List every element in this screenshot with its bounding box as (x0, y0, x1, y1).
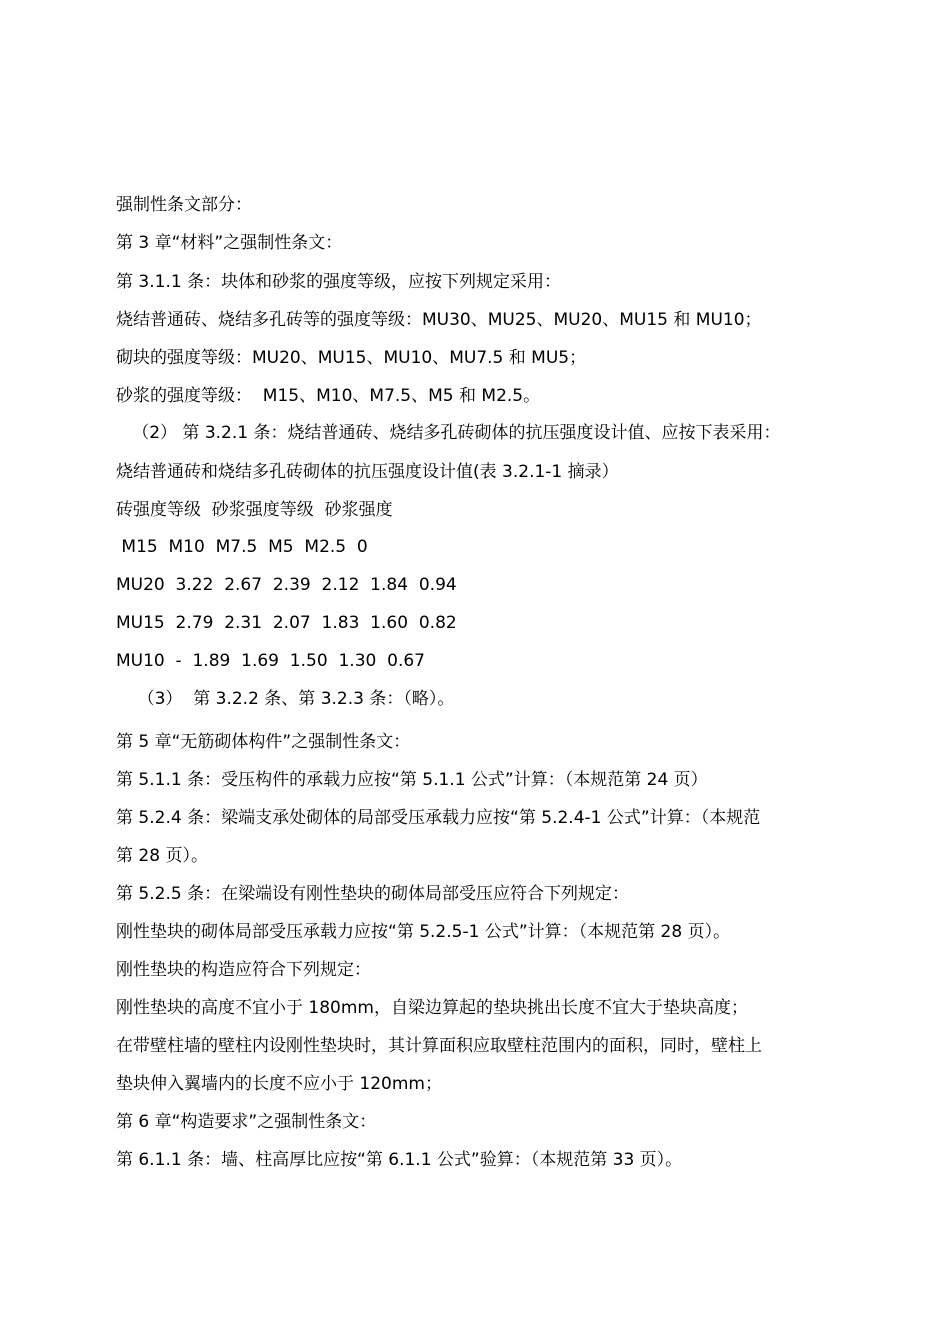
text-line: 砌块的强度等级：MU20、MU15、MU10、MU7.5 和 MU5； (116, 348, 587, 368)
table-row: M15 M10 M7.5 M5 M2.5 0 (116, 537, 368, 557)
clause-5-2-4: 第 5.2.4 条：梁端支承处砌体的局部受压承载力应按“第 5.2.4-1 公式”计算：（本规范 (116, 808, 761, 828)
text-line: 在带壁柱墙的壁柱内设刚性垫块时，其计算面积应取壁柱范围内的面积，同时，壁柱上 (116, 1036, 762, 1056)
table-row: MU10 - 1.89 1.69 1.50 1.30 0.67 (116, 651, 425, 671)
clause-3-1-1: 第 3.1.1 条：块体和砂浆的强度等级，应按下列规定采用： (116, 272, 562, 292)
table-row: MU15 2.79 2.31 2.07 1.83 1.60 0.82 (116, 613, 457, 633)
chapter-6-heading: 第 6 章“构造要求”之强制性条文： (116, 1112, 377, 1132)
text-line: 第 28 页）。 (116, 846, 208, 866)
clause-5-2-5: 第 5.2.5 条：在梁端设有刚性垫块的砌体局部受压应符合下列规定： (116, 884, 630, 904)
clause-5-1-1: 第 5.1.1 条：受压构件的承载力应按“第 5.1.1 公式”计算：（本规范第 24 页） (116, 770, 708, 790)
section-heading: 强制性条文部分： (116, 195, 252, 215)
table-caption: 烧结普通砖和烧结多孔砖砌体的抗压强度设计值(表 3.2.1-1 摘录） (116, 462, 619, 482)
text-line: 刚性垫块的高度不宜小于 180mm，自梁边算起的垫块挑出长度不宜大于垫块高度； (116, 998, 748, 1018)
table-row: MU20 3.22 2.67 2.39 2.12 1.84 0.94 (116, 575, 457, 595)
text-line: 垫块伸入翼墙内的长度不应小于 120mm； (116, 1074, 442, 1094)
clause-6-1-1: 第 6.1.1 条：墙、柱高厚比应按“第 6.1.1 公式”验算：（本规范第 33 页）。 (116, 1150, 683, 1170)
text-line: 刚性垫块的砌体局部受压承载力应按“第 5.2.5-1 公式”计算：（本规范第 28 页）。 (116, 922, 731, 942)
chapter-5-heading: 第 5 章“无筋砌体构件”之强制性条文： (116, 732, 411, 752)
clause-3-2-1: （2） 第 3.2.1 条：烧结普通砖、烧结多孔砖砌体的抗压强度设计值、应按下表采用： (116, 423, 781, 443)
text-line: 砂浆的强度等级： M15、M10、M7.5、M5 和 M2.5。 (116, 386, 541, 406)
text-line: 刚性垫块的构造应符合下列规定： (116, 960, 371, 980)
table-header: 砖强度等级 砂浆强度等级 砂浆强度 (116, 500, 393, 520)
clause-3-2-2: （3） 第 3.2.2 条、第 3.2.3 条：（略）。 (116, 689, 455, 709)
chapter-3-heading: 第 3 章“材料”之强制性条文： (116, 233, 343, 253)
text-line: 烧结普通砖、烧结多孔砖等的强度等级：MU30、MU25、MU20、MU15 和 MU10； (116, 310, 762, 330)
